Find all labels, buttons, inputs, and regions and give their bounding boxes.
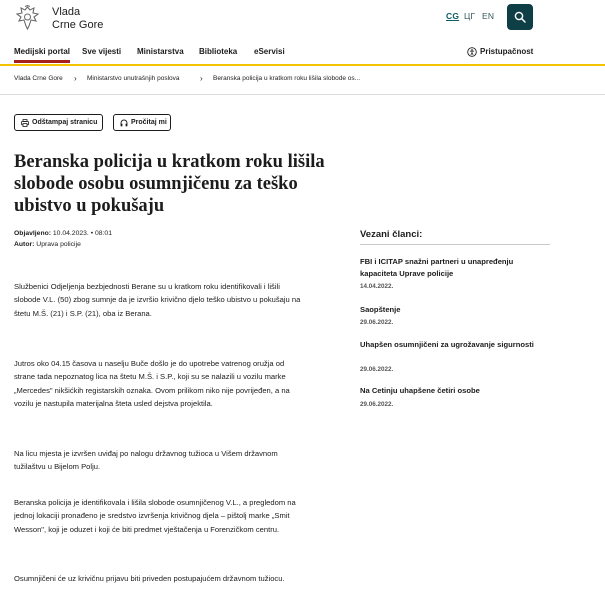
article-paragraph: Osumnjičeni će uz krivičnu prijavu biti priveden postupajućem državnom tužiocu. <box>14 574 285 583</box>
headphones-icon <box>120 119 128 127</box>
author-value: Uprava policije <box>36 241 81 248</box>
print-button[interactable] <box>14 114 103 131</box>
brand-line-1: Vlada <box>52 6 81 18</box>
article-title: Beranska policija u kratkom roku lišila slobode osobu osumnjičenu za teško ubistvo u pokušaju <box>14 152 325 216</box>
article-paragraph: Na licu mjesta je izvršen uviđaj po nalogu državnog tužioca u Višem državnom tužilaštvu u Bijelom Polju. <box>14 449 278 472</box>
breadcrumb-item-vlada[interactable]: Vlada Crne Gore <box>14 75 63 82</box>
related-article-link[interactable]: Uhapšen osumnjičeni za ugrožavanje sigurnosti <box>360 340 534 349</box>
read-aloud-button[interactable] <box>113 114 171 131</box>
accessibility-label: Pristupačnost <box>480 47 534 56</box>
related-articles-title: Vezani članci: <box>360 229 423 240</box>
chevron-right-icon: › <box>74 74 77 83</box>
brand-line-2: Crne Gore <box>52 18 104 31</box>
print-button-label: Odštampaj stranicu <box>32 119 98 126</box>
related-article-link[interactable]: Na Cetinju uhapšene četiri osobe <box>360 386 480 395</box>
nav-item-biblioteka[interactable]: Biblioteka <box>199 47 238 56</box>
divider <box>0 94 605 95</box>
related-article-date: 29.06.2022. <box>360 319 394 326</box>
related-article-date: 14.04.2022. <box>360 283 394 290</box>
brand-name[interactable] <box>52 6 103 31</box>
related-article-link[interactable]: FBI i ICITAP snažni partneri u unapređenju kapaciteta Uprave policije <box>360 257 514 278</box>
related-article-link[interactable]: Saopštenje <box>360 305 401 314</box>
lang-cg-cyrillic[interactable]: ЦГ <box>464 11 476 21</box>
breadcrumb-item-ministarstvo[interactable]: Ministarstvo unutrašnjih poslova <box>87 75 180 82</box>
coat-of-arms-logo[interactable] <box>14 5 41 31</box>
published-meta <box>14 230 112 237</box>
printer-icon <box>21 119 29 127</box>
lang-en[interactable]: EN <box>482 11 495 21</box>
lang-cg[interactable]: CG <box>446 11 460 21</box>
site-header <box>0 0 605 36</box>
nav-item-sve-vijesti[interactable]: Sve vijesti <box>82 47 122 56</box>
accessibility-icon <box>467 47 477 57</box>
nav-item-ministarstva[interactable]: Ministarstva <box>137 47 184 56</box>
published-value: 10.04.2023. • 08:01 <box>52 230 112 237</box>
article-paragraph: Jutros oko 04.15 časova u naselju Buče došlo je do upotrebe vatrenog oružja od strane tada nepoznatog lica na štetu M.Š. i S.P., koji su se nalazili u vozilu marke „Mercedes" nikšićkih registarskih oznaka. Ovom prilikom niko nije povrijeđen, a na vozilu je nastupila materijalna šteta usled dejstva projektila. <box>14 359 290 408</box>
related-article-date: 29.06.2022. <box>360 366 394 373</box>
author-meta <box>14 241 81 248</box>
read-aloud-label: Pročitaj mi <box>131 119 167 126</box>
breadcrumb-item-current: Beranska policija u kratkom roku lišila slobode os... <box>213 75 361 82</box>
search-button[interactable] <box>507 4 533 30</box>
author-label: Autor: <box>14 241 35 248</box>
related-article-date: 29.06.2022. <box>360 401 394 408</box>
published-label: Objavljeno: <box>14 230 52 237</box>
nav-item-medijski-portal[interactable]: Medijski portal <box>14 47 71 56</box>
search-icon <box>514 11 526 23</box>
article-paragraph: Beranska policija je identifikovala i lišila slobode osumnjičenog V.L., a pregledom na jednoj lokaciji pronađeno je sredstvo izvršenja krivičnog djela – pištolj marke „Smit Wesson", koji je oduzet i koji će biti predmet vještačenja u Forenzičkom centru. <box>14 498 296 534</box>
chevron-right-icon: › <box>200 74 203 83</box>
main-nav <box>0 42 605 66</box>
article-paragraph: Službenici Odjeljenja bezbjednosti Berane su u kratkom roku identifikovali i lišili slobode V.L. (50) zbog sumnje da je izvršio krivično djelo teško ubistvo u pokušaju na štetu M.Š. (21) i S.P. (21), oba iz Berana. <box>14 282 301 318</box>
nav-item-eservisi[interactable]: eServisi <box>254 47 285 56</box>
divider <box>360 244 550 245</box>
